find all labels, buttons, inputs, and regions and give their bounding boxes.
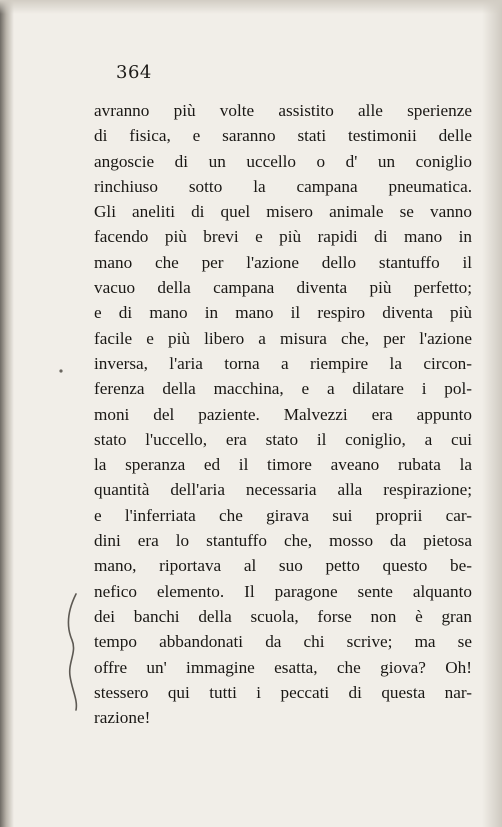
text-line: avranno più volte assistito alle sperienze xyxy=(94,101,472,120)
text-line: vacuo della campana diventa più perfetto; xyxy=(94,278,472,298)
text-line: stessero qui tutti i peccati di questa nar- xyxy=(94,682,472,702)
text-line: rinchiuso sotto la campana pneumatica. xyxy=(94,176,472,196)
text-line: angoscie di un uccello o d' un coniglio xyxy=(94,151,472,171)
text-line: stato l'uccello, era stato il coniglio, a cui xyxy=(94,429,472,449)
text-line: dei banchi della scuola, forse non è gran xyxy=(94,606,472,626)
page-number: 364 xyxy=(116,62,152,83)
text-line: facile e più libero a misura che, per l'azione xyxy=(94,328,472,348)
ink-dot-mark xyxy=(58,368,64,374)
text-line: ferenza della macchina, e a dilatare i pol- xyxy=(94,379,472,399)
text-line: e l'inferriata che girava sui proprii car- xyxy=(94,505,472,525)
text-line: facendo più brevi e più rapidi di mano in xyxy=(94,227,472,247)
text-line: inversa, l'aria torna a riempire la circon- xyxy=(94,353,472,373)
text-line: la speranza ed il timore aveano rubata la xyxy=(94,455,472,475)
text-line: quantità dell'aria necessaria alla respirazione; xyxy=(94,480,472,500)
text-line: dini era lo stantuffo che, mosso da pietosa xyxy=(94,531,472,551)
text-line: nefico elemento. Il paragone sente alquanto xyxy=(94,581,472,601)
text-line: offre un' immagine esatta, che giova? Oh! xyxy=(94,657,472,677)
text-line: Gli aneliti di quel misero animale se vanno xyxy=(94,202,472,222)
text-line: di fisica, e saranno stati testimonii delle xyxy=(94,126,472,146)
text-line: razione! xyxy=(94,708,151,728)
pencil-bracket-mark xyxy=(62,592,86,712)
page-edge-shadow-left xyxy=(0,0,14,827)
text-line: tempo abbandonati da chi scrive; ma se xyxy=(94,632,472,652)
page-edge-shadow-right xyxy=(482,0,502,827)
body-text xyxy=(94,98,472,730)
text-line: e di mano in mano il respiro diventa più xyxy=(94,303,472,323)
page-edge-shadow-top xyxy=(0,0,502,14)
text-line: mano che per l'azione dello stantuffo il xyxy=(94,252,472,272)
text-line: mano, riportava al suo petto questo be- xyxy=(94,556,472,576)
text-line: moni del paziente. Malvezzi era appunto xyxy=(94,404,472,424)
